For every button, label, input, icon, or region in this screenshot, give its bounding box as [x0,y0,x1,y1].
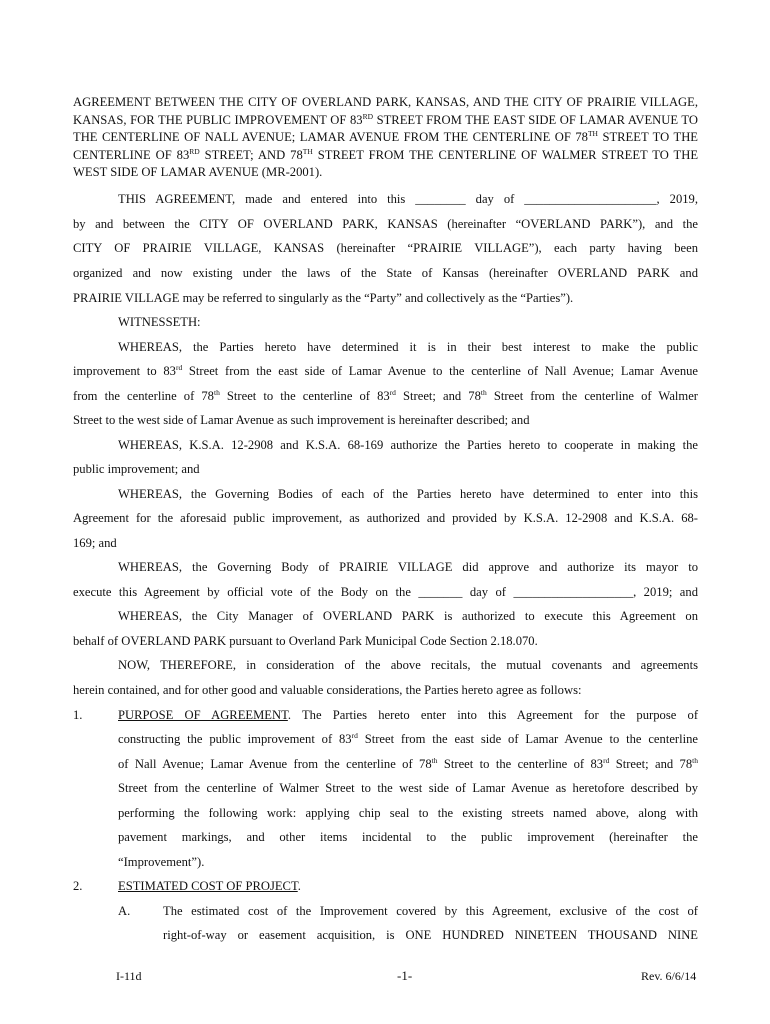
section-line: constructing the public improvement of 83rd Street from the east side of Lamar Avenue to the centerline [118,731,698,746]
subsection-line: The estimated cost of the Improvement covered by this Agreement, exclusive of the cost of [163,904,698,918]
body-line: Street to the west side of Lamar Avenue as such improvement is hereinafter described; and [73,413,530,427]
body-line: Agreement for the aforesaid public improvement, as authorized and provided by K.S.A. 12-2908 and K.S.A. 68- [73,511,698,525]
body-line: execute this Agreement by official vote of the Body on the _______ day of ___________________, 2019; and [73,585,698,599]
section-line: of Nall Avenue; Lamar Avenue from the centerline of 78th Street to the centerline of 83rd Street; and 78th [118,756,698,771]
body-line: herein contained, and for other good and valuable considerations, the Parties hereto agree as follows: [73,683,582,697]
body-line: WHEREAS, the Governing Body of PRAIRIE VILLAGE did approve and authorize its mayor to [118,560,698,574]
section-heading: ESTIMATED COST OF PROJECT [118,879,298,893]
body-line: 169; and [73,536,117,550]
page-number: -1- [397,968,413,983]
section-2-heading-line [118,878,698,894]
body-line: WHEREAS, the City Manager of OVERLAND PARK is authorized to execute this Agreement on [118,609,698,623]
section-heading: PURPOSE OF AGREEMENT [118,708,288,722]
body-line: THIS AGREEMENT, made and entered into this ________ day of _____________________, 2019, [118,192,698,206]
body-line: PRAIRIE VILLAGE may be referred to singularly as the “Party” and collectively as the “Parties”). [73,291,574,305]
body-line: WHEREAS, the Parties hereto have determined it is in their best interest to make the public [118,340,698,354]
body-line: by and between the CITY OF OVERLAND PARK, KANSAS (hereinafter “OVERLAND PARK”), and the [73,217,698,231]
agreement-title: AGREEMENT BETWEEN THE CITY OF OVERLAND PARK, KANSAS, AND THE CITY OF PRAIRIE VILLAGE, KANSAS, FOR THE PUBLIC IMPROVEMENT OF 83RD STREET FROM THE EAST SIDE OF LAMAR AVENUE TO THE CENTERLINE OF NALL AVENUE; LAMAR AVENUE FROM THE CENTERLINE OF 78TH STREET TO THE CENTERLINE OF 83RD STREET; AND 78TH STREET FROM THE CENTERLINE OF WALMER STREET TO THE WEST SIDE OF LAMAR AVENUE (MR-2001). [73,95,699,180]
footer-form-number: I-11d [116,969,142,983]
section-line: Street from the centerline of Walmer Street to the west side of Lamar Avenue as heretofore described by [118,781,698,795]
body-line: improvement to 83rd Street from the east side of Lamar Avenue to the centerline of Nall Avenue; Lamar Avenue [73,363,699,378]
section-number: 1. [73,708,83,722]
heading-period: . [297,879,301,893]
section-line: pavement markings, and other items incidental to the public improvement (hereinafter the [118,830,698,844]
body-line: organized and now existing under the laws of the State of Kansas (hereinafter OVERLAND PARK and [73,266,698,280]
body-line: NOW, THEREFORE, in consideration of the above recitals, the mutual covenants and agreements [118,658,698,672]
section-text: . The Parties hereto enter into this Agreement for the purpose of [287,708,699,722]
body-line: behalf of OVERLAND PARK pursuant to Overland Park Municipal Code Section 2.18.070. [73,634,538,648]
section-line: performing the following work: applying chip seal to the existing streets named above, along with [118,806,698,820]
section-number: 2. [73,879,83,893]
subsection-label: A. [118,904,131,918]
body-line: WHEREAS, K.S.A. 12-2908 and K.S.A. 68-169 authorize the Parties hereto to cooperate in making the [118,438,698,452]
section-line: “Improvement”). [118,855,205,869]
body-line: from the centerline of 78th Street to the centerline of 83rd Street; and 78th Street from the centerline of Walmer [73,388,698,403]
body-line: public improvement; and [73,462,200,476]
section-1-first-line [118,707,698,723]
subsection-line: right-of-way or easement acquisition, is ONE HUNDRED NINETEEN THOUSAND NINE [163,928,698,942]
footer-revision: Rev. 6/6/14 [641,969,697,983]
body-line: CITY OF PRAIRIE VILLAGE, KANSAS (hereinafter “PRAIRIE VILLAGE”), each party having been [73,241,698,255]
body-line: WHEREAS, the Governing Bodies of each of the Parties hereto have determined to enter into this [118,487,698,501]
witnesseth-heading: WITNESSETH: [118,315,201,329]
